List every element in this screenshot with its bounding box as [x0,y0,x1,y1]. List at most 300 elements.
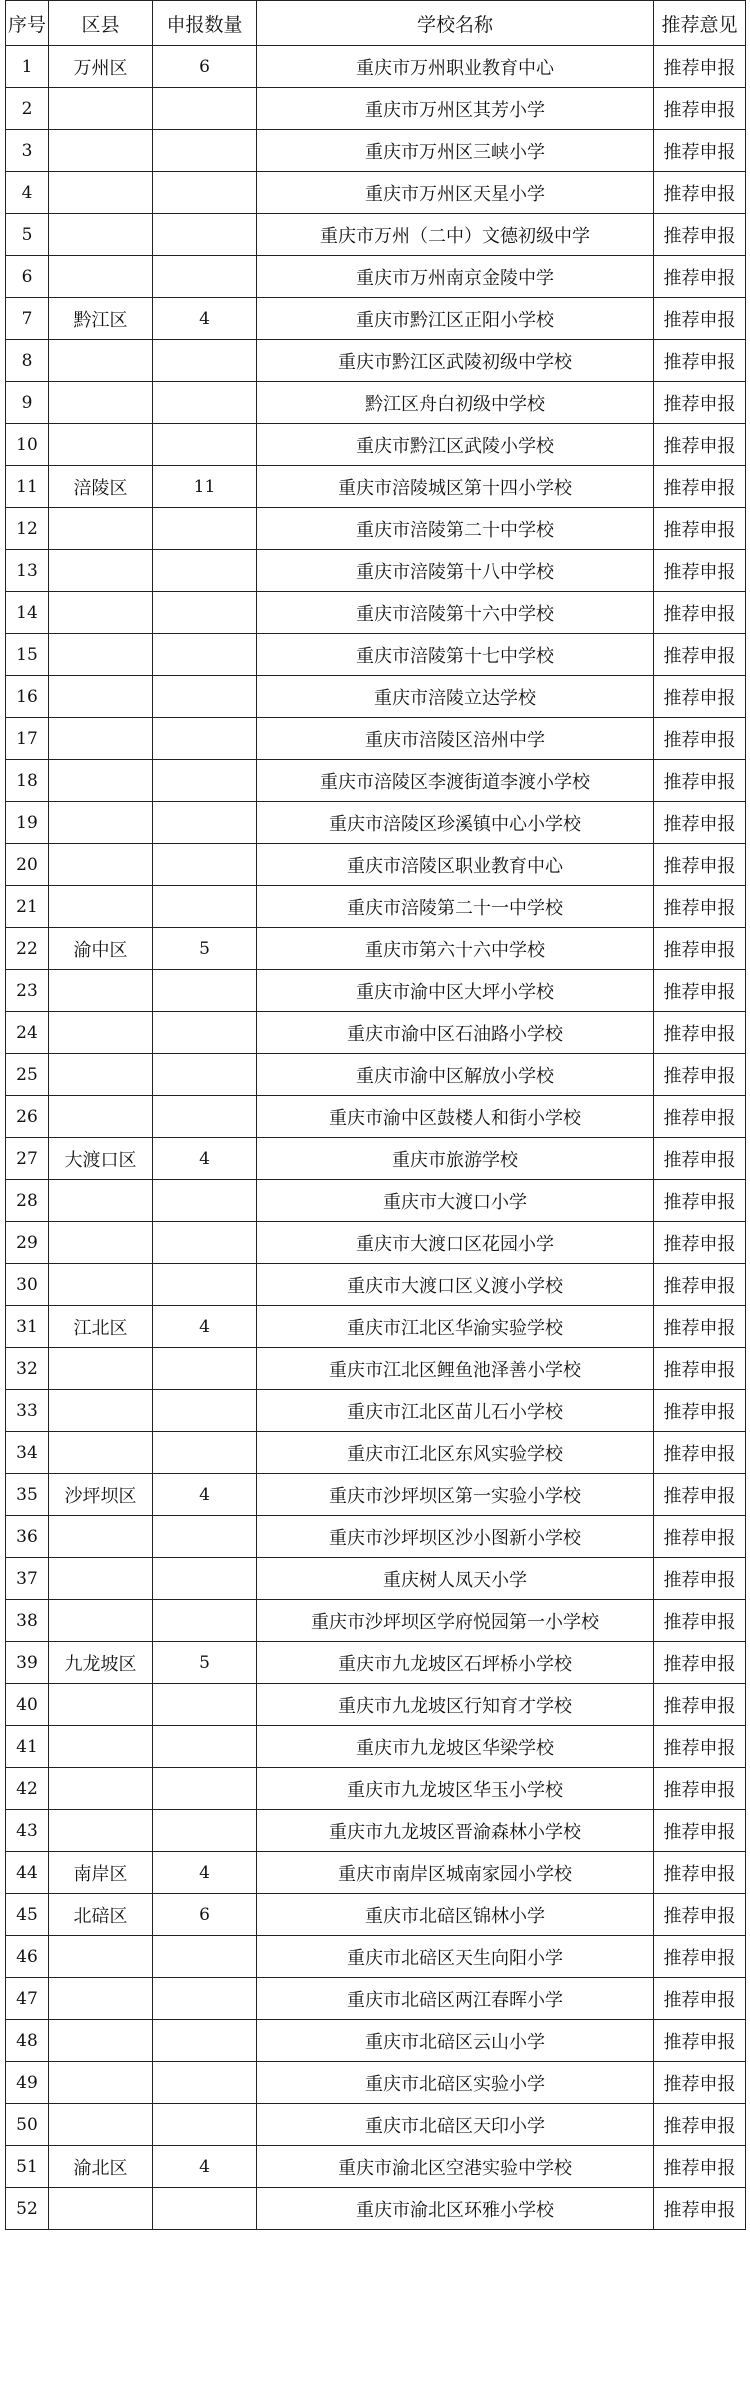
cell-school: 重庆市涪陵第二十中学校 [257,508,654,550]
header-cell-district: 区县 [49,1,153,46]
table-row [6,466,746,508]
cell-count [153,718,257,760]
cell-school: 重庆市渝中区解放小学校 [257,1054,654,1096]
cell-index: 33 [6,1390,49,1432]
cell-district [49,2020,153,2062]
cell-school: 重庆树人凤天小学 [257,1558,654,1600]
cell-count [153,1558,257,1600]
cell-district: 黔江区 [49,298,153,340]
cell-school: 重庆市旅游学校 [257,1138,654,1180]
cell-index: 52 [6,2188,49,2230]
header-cell-school: 学校名称 [257,1,654,46]
table-row [6,1264,746,1306]
table-row [6,634,746,676]
cell-school: 重庆市渝中区鼓楼人和街小学校 [257,1096,654,1138]
cell-count: 4 [153,1852,257,1894]
cell-opinion: 推荐申报 [654,676,746,718]
cell-count: 4 [153,2146,257,2188]
cell-district [49,1348,153,1390]
cell-district: 涪陵区 [49,466,153,508]
cell-opinion: 推荐申报 [654,1432,746,1474]
cell-district [49,2188,153,2230]
cell-school: 黔江区舟白初级中学校 [257,382,654,424]
cell-count [153,1684,257,1726]
cell-school: 重庆市江北区苗儿石小学校 [257,1390,654,1432]
cell-index: 43 [6,1810,49,1852]
cell-opinion: 推荐申报 [654,550,746,592]
cell-opinion: 推荐申报 [654,1348,746,1390]
cell-school: 重庆市九龙坡区晋渝森林小学校 [257,1810,654,1852]
cell-opinion: 推荐申报 [654,130,746,172]
cell-index: 3 [6,130,49,172]
cell-opinion: 推荐申报 [654,1138,746,1180]
cell-school: 重庆市涪陵第十七中学校 [257,634,654,676]
cell-opinion: 推荐申报 [654,1474,746,1516]
cell-count [153,508,257,550]
cell-index: 35 [6,1474,49,1516]
cell-index: 14 [6,592,49,634]
cell-count [153,1516,257,1558]
cell-count: 4 [153,1474,257,1516]
cell-count [153,256,257,298]
cell-opinion: 推荐申报 [654,592,746,634]
cell-opinion: 推荐申报 [654,2146,746,2188]
cell-district [49,1432,153,1474]
cell-district [49,256,153,298]
table-row [6,1642,746,1684]
table-row [6,130,746,172]
cell-opinion: 推荐申报 [654,424,746,466]
cell-opinion: 推荐申报 [654,508,746,550]
cell-district [49,88,153,130]
cell-opinion: 推荐申报 [654,1306,746,1348]
cell-district [49,1768,153,1810]
cell-count [153,760,257,802]
cell-index: 13 [6,550,49,592]
cell-school: 重庆市沙坪坝区第一实验小学校 [257,1474,654,1516]
cell-count [153,1054,257,1096]
school-list-table [5,0,746,2230]
cell-count [153,844,257,886]
cell-school: 重庆市江北区鲤鱼池泽善小学校 [257,1348,654,1390]
cell-index: 26 [6,1096,49,1138]
table-row [6,2104,746,2146]
cell-index: 10 [6,424,49,466]
cell-opinion: 推荐申报 [654,1012,746,1054]
cell-index: 37 [6,1558,49,1600]
table-row [6,844,746,886]
cell-opinion: 推荐申报 [654,256,746,298]
cell-opinion: 推荐申报 [654,1558,746,1600]
cell-school: 重庆市渝中区石油路小学校 [257,1012,654,1054]
cell-count [153,1432,257,1474]
cell-school: 重庆市江北区华渝实验学校 [257,1306,654,1348]
header-row [6,1,746,46]
cell-opinion: 推荐申报 [654,928,746,970]
cell-district [49,340,153,382]
cell-opinion: 推荐申报 [654,1852,746,1894]
cell-school: 重庆市北碚区两江春晖小学 [257,1978,654,2020]
cell-district [49,424,153,466]
table-row [6,46,746,88]
cell-district: 万州区 [49,46,153,88]
cell-index: 7 [6,298,49,340]
cell-district [49,1978,153,2020]
cell-school: 重庆市大渡口区义渡小学校 [257,1264,654,1306]
cell-index: 6 [6,256,49,298]
cell-school: 重庆市万州职业教育中心 [257,46,654,88]
header-cell-count: 申报数量 [153,1,257,46]
cell-count [153,88,257,130]
cell-district [49,1516,153,1558]
cell-count [153,1810,257,1852]
cell-index: 29 [6,1222,49,1264]
table-row [6,508,746,550]
table-row [6,1432,746,1474]
cell-index: 12 [6,508,49,550]
cell-school: 重庆市涪陵区李渡街道李渡小学校 [257,760,654,802]
cell-index: 36 [6,1516,49,1558]
cell-count [153,1264,257,1306]
cell-opinion: 推荐申报 [654,1768,746,1810]
cell-count: 11 [153,466,257,508]
table-row [6,1852,746,1894]
cell-opinion: 推荐申报 [654,886,746,928]
table-row [6,2020,746,2062]
cell-school: 重庆市黔江区武陵初级中学校 [257,340,654,382]
cell-index: 51 [6,2146,49,2188]
cell-school: 重庆市涪陵区职业教育中心 [257,844,654,886]
header-cell-opinion: 推荐意见 [654,1,746,46]
cell-school: 重庆市九龙坡区华玉小学校 [257,1768,654,1810]
cell-school: 重庆市北碚区天印小学 [257,2104,654,2146]
cell-index: 31 [6,1306,49,1348]
cell-index: 2 [6,88,49,130]
cell-district [49,1684,153,1726]
cell-index: 9 [6,382,49,424]
cell-index: 34 [6,1432,49,1474]
table-row [6,970,746,1012]
cell-opinion: 推荐申报 [654,970,746,1012]
cell-district [49,1936,153,1978]
cell-opinion: 推荐申报 [654,1810,746,1852]
cell-school: 重庆市北碚区锦林小学 [257,1894,654,1936]
cell-district [49,1012,153,1054]
cell-district [49,1810,153,1852]
table-row [6,1306,746,1348]
table-row [6,340,746,382]
cell-school: 重庆市渝中区大坪小学校 [257,970,654,1012]
cell-index: 40 [6,1684,49,1726]
cell-opinion: 推荐申报 [654,1180,746,1222]
cell-count [153,592,257,634]
table-row [6,550,746,592]
cell-count [153,2104,257,2146]
cell-school: 重庆市涪陵第十八中学校 [257,550,654,592]
cell-index: 44 [6,1852,49,1894]
cell-district [49,214,153,256]
cell-school: 重庆市沙坪坝区沙小图新小学校 [257,1516,654,1558]
cell-count [153,1726,257,1768]
table-row [6,214,746,256]
table-row [6,1054,746,1096]
cell-school: 重庆市渝北区空港实验中学校 [257,2146,654,2188]
cell-count [153,1768,257,1810]
cell-district [49,634,153,676]
cell-school: 重庆市北碚区云山小学 [257,2020,654,2062]
table-row [6,1978,746,2020]
cell-opinion: 推荐申报 [654,466,746,508]
cell-opinion: 推荐申报 [654,1642,746,1684]
cell-index: 39 [6,1642,49,1684]
cell-district [49,382,153,424]
cell-district [49,760,153,802]
table-row [6,676,746,718]
cell-opinion: 推荐申报 [654,214,746,256]
cell-opinion: 推荐申报 [654,1936,746,1978]
cell-opinion: 推荐申报 [654,802,746,844]
cell-school: 重庆市涪陵立达学校 [257,676,654,718]
cell-index: 49 [6,2062,49,2104]
cell-district: 北碚区 [49,1894,153,1936]
table-row [6,382,746,424]
cell-index: 21 [6,886,49,928]
table-row [6,1180,746,1222]
cell-district [49,130,153,172]
cell-district [49,970,153,1012]
table-row [6,88,746,130]
cell-count: 5 [153,1642,257,1684]
table-row [6,2188,746,2230]
cell-district [49,1096,153,1138]
cell-opinion: 推荐申报 [654,1894,746,1936]
cell-opinion: 推荐申报 [654,1726,746,1768]
cell-opinion: 推荐申报 [654,46,746,88]
cell-opinion: 推荐申报 [654,634,746,676]
cell-opinion: 推荐申报 [654,1600,746,1642]
cell-index: 48 [6,2020,49,2062]
cell-count [153,1390,257,1432]
cell-district [49,1264,153,1306]
cell-index: 20 [6,844,49,886]
cell-school: 重庆市涪陵第二十一中学校 [257,886,654,928]
cell-opinion: 推荐申报 [654,88,746,130]
cell-school: 重庆市九龙坡区行知育才学校 [257,1684,654,1726]
cell-school: 重庆市万州（二中）文德初级中学 [257,214,654,256]
cell-district: 沙坪坝区 [49,1474,153,1516]
cell-opinion: 推荐申报 [654,1390,746,1432]
table-row [6,2062,746,2104]
cell-school: 重庆市北碚区实验小学 [257,2062,654,2104]
cell-index: 5 [6,214,49,256]
cell-count [153,2062,257,2104]
cell-count [153,1096,257,1138]
cell-count [153,550,257,592]
table-row [6,1726,746,1768]
table-row [6,1810,746,1852]
cell-opinion: 推荐申报 [654,1684,746,1726]
cell-count [153,2020,257,2062]
cell-index: 19 [6,802,49,844]
cell-index: 1 [6,46,49,88]
cell-count: 5 [153,928,257,970]
cell-count [153,886,257,928]
cell-index: 41 [6,1726,49,1768]
cell-index: 11 [6,466,49,508]
table-row [6,1600,746,1642]
cell-school: 重庆市黔江区正阳小学校 [257,298,654,340]
cell-district [49,550,153,592]
cell-count [153,172,257,214]
cell-district [49,172,153,214]
table-header [6,1,746,46]
cell-district [49,2062,153,2104]
cell-district [49,1390,153,1432]
table-row [6,802,746,844]
cell-district [49,592,153,634]
cell-school: 重庆市沙坪坝区学府悦园第一小学校 [257,1600,654,1642]
cell-count [153,1222,257,1264]
cell-district [49,1222,153,1264]
cell-district [49,1558,153,1600]
table-row [6,1684,746,1726]
cell-school: 重庆市九龙坡区华梁学校 [257,1726,654,1768]
cell-index: 30 [6,1264,49,1306]
cell-school: 重庆市涪陵城区第十四小学校 [257,466,654,508]
cell-school: 重庆市南岸区城南家园小学校 [257,1852,654,1894]
table-row [6,1474,746,1516]
cell-index: 45 [6,1894,49,1936]
cell-count [153,340,257,382]
cell-school: 重庆市万州区天星小学 [257,172,654,214]
cell-school: 重庆市渝北区环雅小学校 [257,2188,654,2230]
cell-index: 17 [6,718,49,760]
document-page [5,0,745,2230]
cell-district: 渝中区 [49,928,153,970]
cell-index: 47 [6,1978,49,2020]
table-row [6,1390,746,1432]
cell-index: 32 [6,1348,49,1390]
cell-school: 重庆市涪陵区珍溪镇中心小学校 [257,802,654,844]
cell-opinion: 推荐申报 [654,1222,746,1264]
cell-opinion: 推荐申报 [654,1054,746,1096]
cell-district [49,1180,153,1222]
cell-count [153,1600,257,1642]
cell-district [49,844,153,886]
table-row [6,298,746,340]
table-row [6,1222,746,1264]
cell-count: 4 [153,1138,257,1180]
cell-district [49,1726,153,1768]
cell-opinion: 推荐申报 [654,2188,746,2230]
table-row [6,1894,746,1936]
table-row [6,886,746,928]
cell-opinion: 推荐申报 [654,718,746,760]
cell-index: 38 [6,1600,49,1642]
cell-school: 重庆市九龙坡区石坪桥小学校 [257,1642,654,1684]
cell-district: 九龙坡区 [49,1642,153,1684]
table-row [6,172,746,214]
cell-district [49,1600,153,1642]
cell-opinion: 推荐申报 [654,760,746,802]
cell-school: 重庆市大渡口小学 [257,1180,654,1222]
cell-index: 27 [6,1138,49,1180]
cell-count [153,802,257,844]
cell-opinion: 推荐申报 [654,1096,746,1138]
cell-district [49,1054,153,1096]
cell-count: 4 [153,1306,257,1348]
table-row [6,1768,746,1810]
cell-school: 重庆市万州区三峡小学 [257,130,654,172]
cell-opinion: 推荐申报 [654,2062,746,2104]
cell-index: 18 [6,760,49,802]
cell-index: 15 [6,634,49,676]
cell-count [153,1348,257,1390]
cell-opinion: 推荐申报 [654,2104,746,2146]
cell-opinion: 推荐申报 [654,2020,746,2062]
cell-district [49,508,153,550]
table-row [6,1012,746,1054]
cell-count [153,1978,257,2020]
cell-district [49,802,153,844]
cell-count [153,214,257,256]
table-row [6,424,746,466]
cell-count [153,424,257,466]
cell-count [153,970,257,1012]
cell-district: 江北区 [49,1306,153,1348]
table-row [6,1348,746,1390]
cell-index: 50 [6,2104,49,2146]
cell-index: 16 [6,676,49,718]
cell-district: 南岸区 [49,1852,153,1894]
cell-count: 6 [153,1894,257,1936]
cell-count [153,2188,257,2230]
table-row [6,760,746,802]
cell-count: 6 [153,46,257,88]
table-row [6,1558,746,1600]
header-cell-index: 序号 [6,1,49,46]
cell-opinion: 推荐申报 [654,1978,746,2020]
cell-opinion: 推荐申报 [654,340,746,382]
cell-district: 渝北区 [49,2146,153,2188]
cell-index: 46 [6,1936,49,1978]
cell-index: 42 [6,1768,49,1810]
table-row [6,256,746,298]
cell-opinion: 推荐申报 [654,172,746,214]
cell-count [153,676,257,718]
cell-school: 重庆市万州南京金陵中学 [257,256,654,298]
cell-school: 重庆市涪陵区涪州中学 [257,718,654,760]
cell-count [153,382,257,424]
cell-count [153,1936,257,1978]
cell-school: 重庆市第六十六中学校 [257,928,654,970]
cell-district [49,2104,153,2146]
cell-count [153,130,257,172]
cell-school: 重庆市涪陵第十六中学校 [257,592,654,634]
cell-index: 22 [6,928,49,970]
cell-index: 4 [6,172,49,214]
table-row [6,2146,746,2188]
table-row [6,1096,746,1138]
cell-opinion: 推荐申报 [654,1516,746,1558]
table-row [6,592,746,634]
cell-opinion: 推荐申报 [654,298,746,340]
cell-school: 重庆市江北区东风实验学校 [257,1432,654,1474]
cell-index: 28 [6,1180,49,1222]
cell-school: 重庆市大渡口区花园小学 [257,1222,654,1264]
table-row [6,718,746,760]
cell-index: 8 [6,340,49,382]
